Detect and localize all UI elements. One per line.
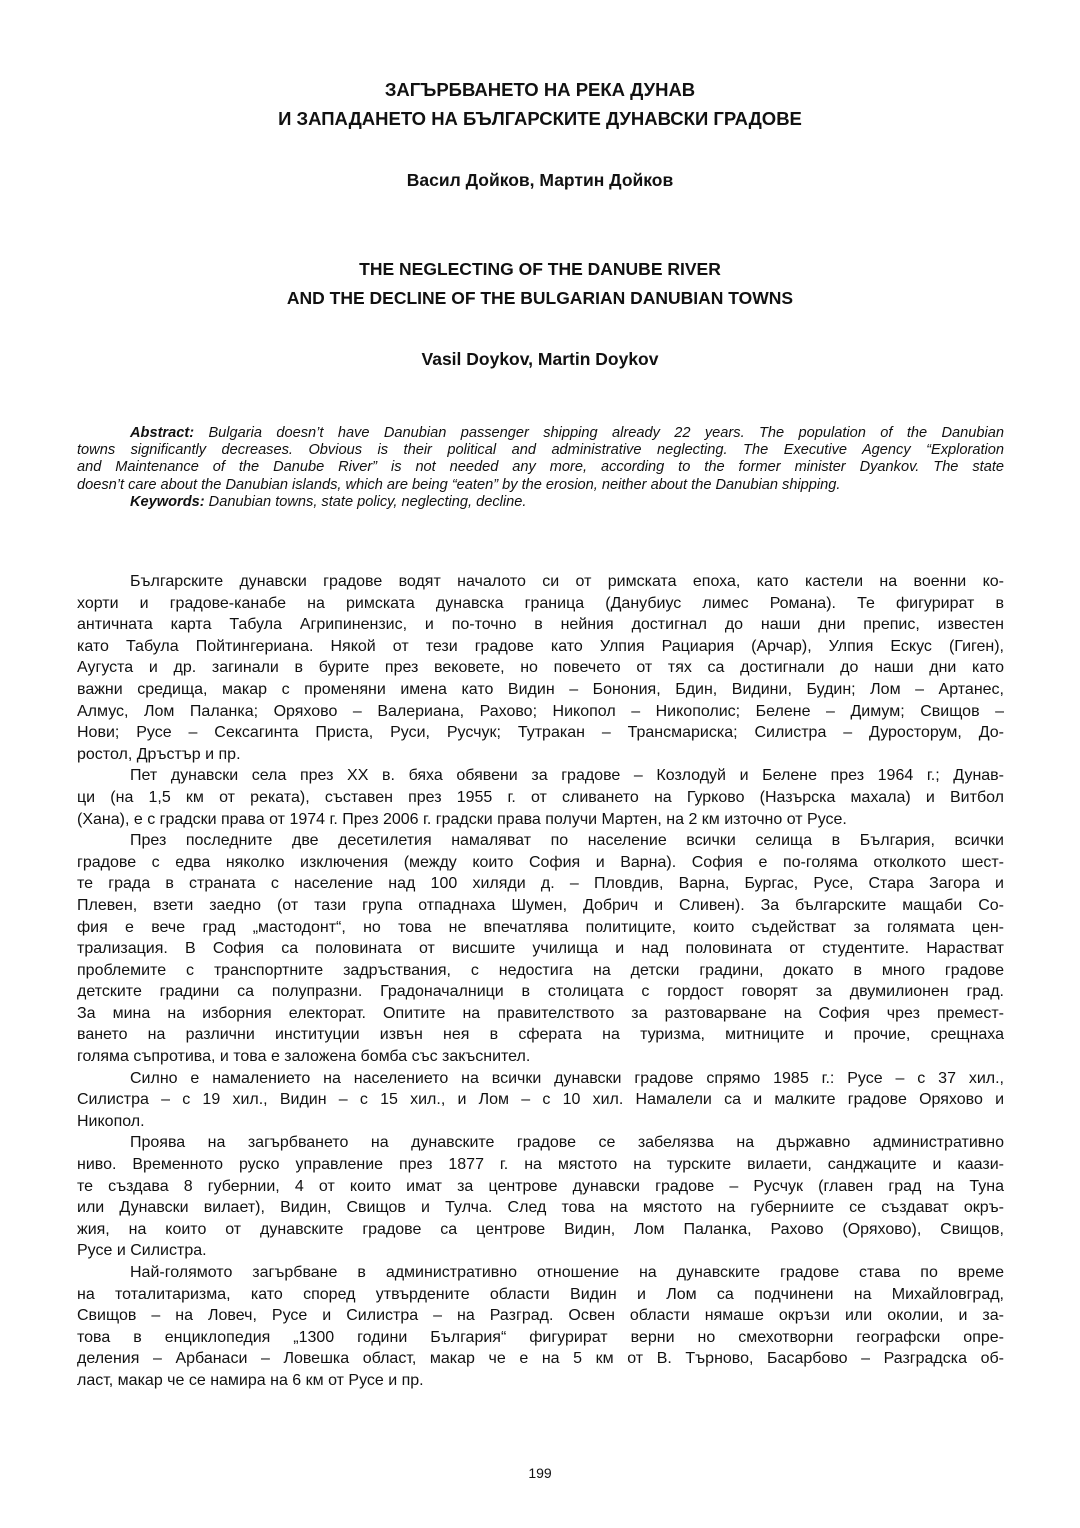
paragraph-line: важни средища, макар с променяни имена като Видин – Бонония, Бдин, Видини, Будин; Лом – Артанес, [77,680,1004,698]
abstract-line: doesn’t care about the Danubian islands, which are being “eaten” by the erosion, neither about the Danubian shipping. [77,476,841,493]
keywords-label: Keywords: [130,493,205,510]
paragraph-line: детските градини са полупразни. Градоначалници в столицата с гордост говорят за двумилионен град. [77,983,1004,1001]
paragraph-line: те създава 8 губернии, 4 от които имат за центрове дунавски градове – Русчук (главен град на Туна [77,1177,1004,1195]
paragraph-line: античната карта Табула Агрипинензис, и по-точно в нейния достигнал до наши дни препис, известен [77,616,1004,634]
keywords: Keywords: Danubian towns, state policy, neglecting, decline. [130,493,527,510]
paragraph-line: Свищов – на Ловеч, Русе и Силистра – на Разград. Освен области нямаше окръзи или околии, и за- [77,1307,1004,1325]
paragraph-line: Проява на загърбването на дунавските градове се забелязва на държавно административно [130,1134,1004,1152]
paragraph-line: на тоталитаризма, като според утвърдените области Видин и Лом са подчинени на Михайловград, [77,1285,1004,1303]
paragraph-line: Плевен, взети заедно (от тази група отпаднаха Шумен, Добрич и Сливен). За българските мащаби Со- [77,896,1004,914]
paragraph-line: (Хана), е с градски права от 1974 г. През 2006 г. градски права получи Мартен, на 2 км източно от Русе. [77,810,847,828]
paragraph-line: проблемите с транспортните задръствания, с недостига на детски градини, докато в много градове [77,961,1004,979]
paragraph-line: ласт, макар че се намира на 6 км от Русе и пр. [77,1371,424,1389]
paragraph [77,765,1004,830]
paragraph-line: Никопол. [77,1112,145,1130]
paragraph-line: За мина на изборния електорат. Опитите на правителството за разтоварване на София чрез премест- [77,1004,1004,1022]
paragraph-line: Аугуста и др. загинали в бурите през вековете, но повечето от тях са достигнали до наши дни като [77,659,1004,677]
title-en-line-2: AND THE DECLINE OF THE BULGARIAN DANUBIAN TOWNS [286,288,794,308]
paragraph-line: жия, на които от дунавските градове са центрове Видин, Лом Паланка, Рахово (Оряхово), Свищов, [77,1220,1004,1238]
abstract [77,425,1004,511]
page-number: 199 [528,1465,552,1481]
paragraph-line: трализация. В София са половината от висшите училища и над половината от студентите. Нарастват [77,940,1004,958]
paragraph [77,1262,1004,1392]
paragraph-line: Нови; Русе – Сексагинта Приста, Руси, Русчук; Тутракан – Трансмариска; Силистра – Дуросторум, До- [77,724,1004,742]
paragraph-line: Силно е намалението на населението на всички дунавски градове спрямо 1985 г.: Русе – с 37 хил., [130,1069,1004,1087]
paragraph [77,1132,1004,1262]
paragraph-line: фия е вече град „мастодонт“, но това не впечатлява политиците, които съдействат за голямата цен- [77,918,1004,936]
paragraph-line: Силистра – с 19 хил., Видин – с 15 хил., и Лом – с 10 хил. Намалели са и малките градове Оряхово и [77,1091,1004,1109]
paragraph-line: ци (на 1,5 км от реката), съставен през 1955 г. от сливането на Гурково (Назърска махала) и Витбол [77,788,1004,806]
title-bg-line-2: И ЗАПАДАНЕТО НА БЪЛГАРСКИТЕ ДУНАВСКИ ГРАДОВЕ [278,108,802,129]
paragraph-line: хорти и градове-канабе на римската дунавска граница (Данубиус лимес Романа). Те фигурират в [77,594,1004,612]
paragraph-line: Българските дунавски градове водят началото си от римската епоха, като кастели на военни ко- [130,573,1004,590]
paragraph-line: Алмус, Лом Паланка; Оряхово – Валериана, Рахово; Никопол – Никополис; Белене – Димум; Свищов – [77,702,1004,720]
abstract-line: towns significantly decreases. Obvious is their political and administrative neglecting. The Executive Agency “Exploration [77,442,1004,459]
abstract-label: Abstract: [130,425,195,441]
paragraph-line: или Дунавски вилает), Видин, Свищов и Тулча. След това на мястото на губерниите се създават окръ- [77,1199,1004,1217]
title-bg-line-1: ЗАГЪРБВАНЕТО НА РЕКА ДУНАВ [384,79,696,100]
paragraph-line: като Табула Пойтингериана. Някой от тези градове като Улпия Рациария (Арчар), Улпия Ескус (Гиген), [77,637,1004,655]
paragraph-line: През последните две десетилетия намаляват по население всички селища в България, всички [130,832,1004,850]
paragraph-line: ниво. Временното руско управление през 1877 г. на мястото на турските вилаети, санджаците и каази- [77,1156,1004,1174]
paragraph-line: градове с едва няколко изключения (между които София и Варна). София е по-голяма отколкото шест- [77,853,1004,871]
paragraph-line: деления – Арбанаси – Ловешка област, макар че е на 5 км от В. Търново, Басарбово – Разградска об- [77,1350,1004,1368]
title-en-line-1: THE NEGLECTING OF THE DANUBE RIVER [359,259,721,279]
paragraph [77,1068,1004,1133]
paragraph-line: Русе и Силистра. [77,1242,207,1260]
paragraph-line: ването на различни институции извън нея в сферата на туризма, митниците и прочие, срещнаха [77,1026,1004,1044]
paragraph [77,571,1004,765]
paragraph-line: това в енциклопедия „1300 години България“ фигурират верни но смехотворни географски опре- [77,1328,1004,1346]
paragraph-line: голяма съпротива, и това е заложена бомба със закъснител. [77,1048,531,1066]
paragraph-line: те града в страната с население над 100 хиляди д. – Пловдив, Варна, Бургас, Русе, Стара Загора и [77,875,1004,893]
authors-en: Vasil Doykov, Martin Doykov [421,349,659,369]
abstract-line: and Maintenance of the Danube River” is not needed any more, according to the former minister Dyankov. The state [77,459,1004,476]
abstract-line: Abstract: Bulgaria doesn’t have Danubian passenger shipping already 22 years. The population of the Danubian [130,425,1004,441]
body-text [77,571,1004,1392]
paragraph-line: Най-голямото загърбване в административно отношение на дунавските градове става по време [130,1264,1004,1281]
paragraph-line: ростол, Дръстър и пр. [77,745,241,763]
paragraph [77,830,1004,1068]
paragraph-line: Пет дунавски села през XX в. бяха обявени за градове – Козлодуй и Белене през 1964 г.; Дунав- [130,767,1004,785]
authors-bg: Васил Дойков, Мартин Дойков [406,170,674,190]
